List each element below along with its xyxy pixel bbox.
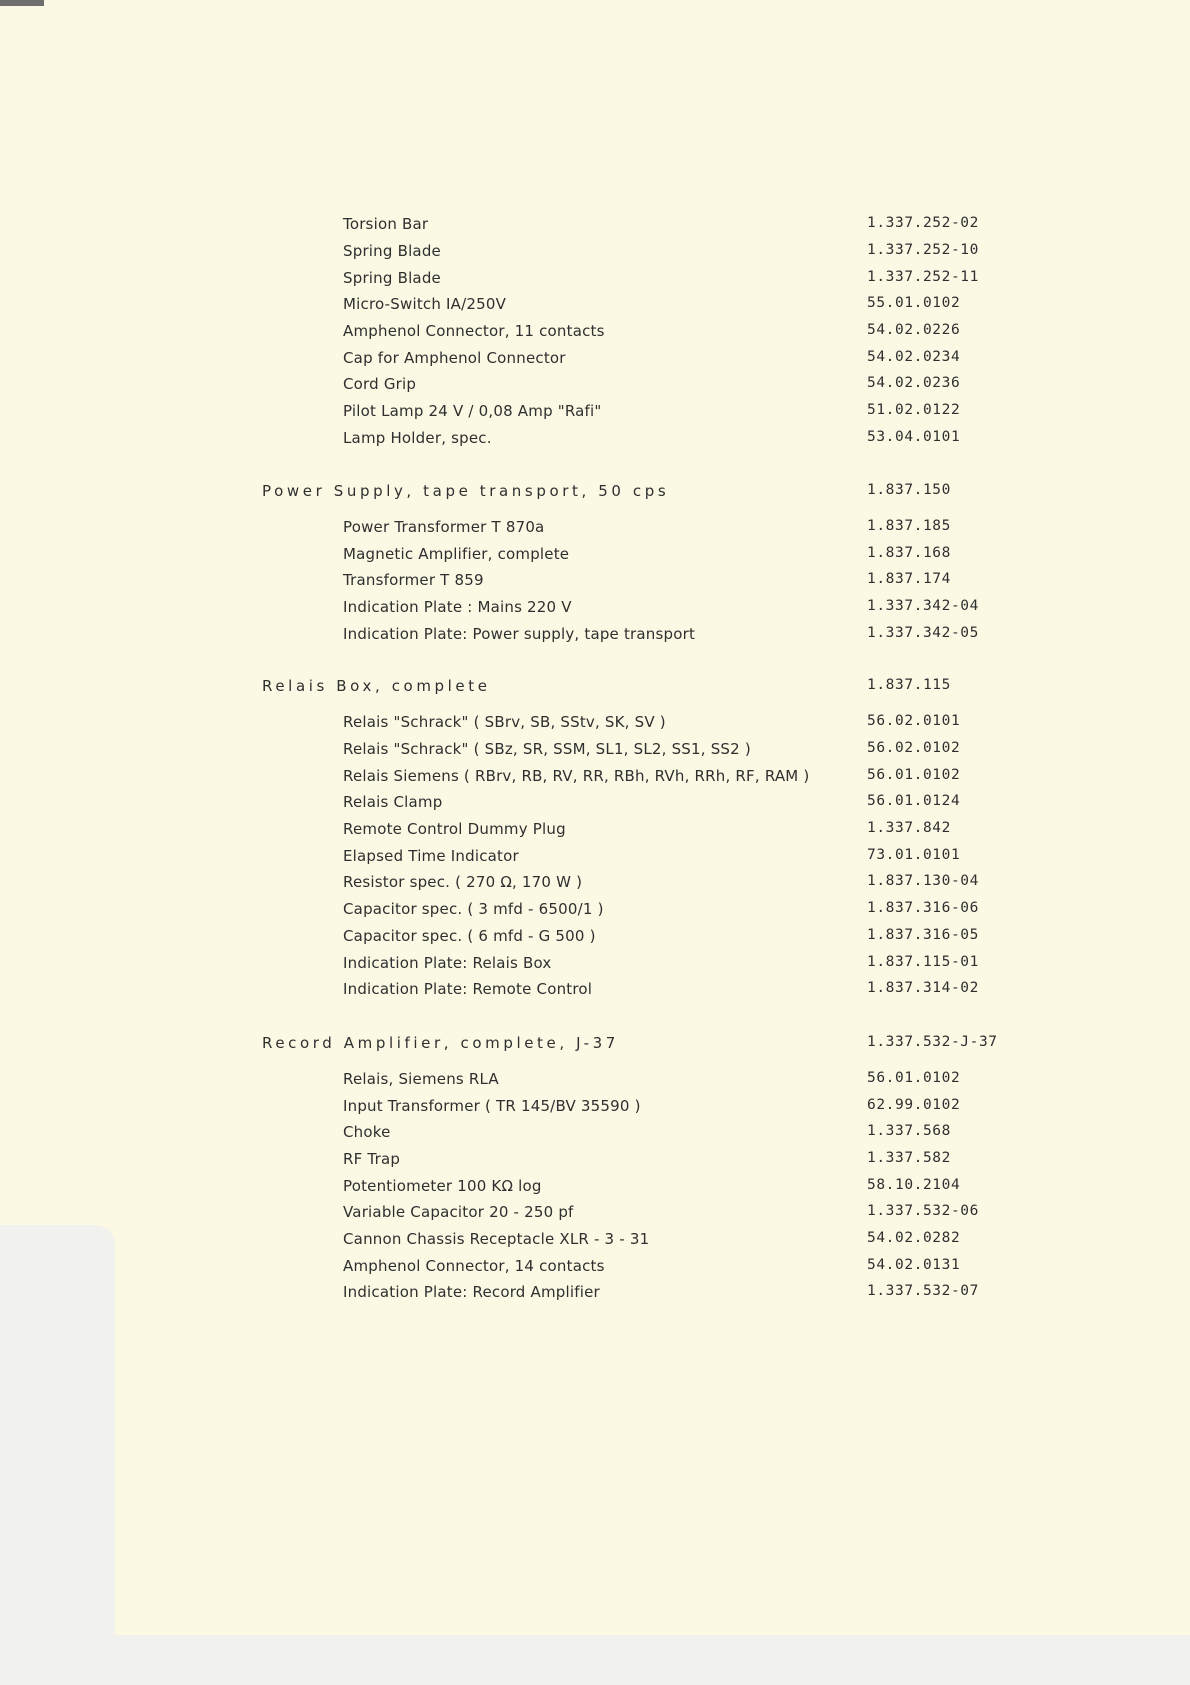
list-item bbox=[0, 1203, 1190, 1229]
list-item bbox=[0, 873, 1190, 899]
part-name: Indication Plate: Record Amplifier bbox=[343, 1283, 600, 1301]
list-item bbox=[0, 571, 1190, 597]
part-name: Capacitor spec. ( 3 mfd - 6500/1 ) bbox=[343, 900, 604, 918]
section-number: 1.837.115 bbox=[867, 677, 951, 693]
list-item bbox=[0, 980, 1190, 1006]
list-item bbox=[0, 402, 1190, 428]
list-item bbox=[0, 1230, 1190, 1256]
part-name: Relais, Siemens RLA bbox=[343, 1070, 499, 1088]
part-name: Relais "Schrack" ( SBrv, SB, SStv, SK, SV ) bbox=[343, 713, 666, 731]
list-item bbox=[0, 545, 1190, 571]
list-item bbox=[0, 820, 1190, 846]
part-number: 54.02.0131 bbox=[867, 1257, 961, 1273]
part-number: 56.02.0102 bbox=[867, 740, 961, 756]
part-number: 1.837.174 bbox=[867, 571, 951, 587]
part-number: 54.02.0282 bbox=[867, 1230, 961, 1246]
part-name: Pilot Lamp 24 V / 0,08 Amp "Rafi" bbox=[343, 402, 602, 420]
part-name: Choke bbox=[343, 1123, 391, 1141]
list-item bbox=[0, 1150, 1190, 1176]
part-number: 54.02.0226 bbox=[867, 322, 961, 338]
section-heading bbox=[0, 1034, 1190, 1060]
part-name: Cannon Chassis Receptacle XLR - 3 - 31 bbox=[343, 1230, 650, 1248]
list-item bbox=[0, 847, 1190, 873]
part-name: Resistor spec. ( 270 Ω, 170 W ) bbox=[343, 873, 583, 891]
part-name: Indication Plate: Relais Box bbox=[343, 954, 552, 972]
list-item bbox=[0, 954, 1190, 980]
part-name: Micro-Switch IA/250V bbox=[343, 295, 507, 313]
part-name: Cord Grip bbox=[343, 375, 417, 393]
part-number: 58.10.2104 bbox=[867, 1177, 961, 1193]
part-name: Cap for Amphenol Connector bbox=[343, 349, 566, 367]
part-number: 73.01.0101 bbox=[867, 847, 961, 863]
list-item bbox=[0, 767, 1190, 793]
part-name: Relais Siemens ( RBrv, RB, RV, RR, RBh, RVh, RRh, RF, RAM ) bbox=[343, 767, 810, 785]
part-number: 56.01.0102 bbox=[867, 767, 961, 783]
part-number: 56.02.0101 bbox=[867, 713, 961, 729]
part-name: Relais Clamp bbox=[343, 793, 443, 811]
part-number: 1.337.252-10 bbox=[867, 242, 979, 258]
part-name: Lamp Holder, spec. bbox=[343, 429, 492, 447]
part-number: 1.337.532-06 bbox=[867, 1203, 979, 1219]
section-heading bbox=[0, 482, 1190, 508]
part-name: Indication Plate : Mains 220 V bbox=[343, 598, 572, 616]
list-item bbox=[0, 900, 1190, 926]
list-item bbox=[0, 349, 1190, 375]
part-name: RF Trap bbox=[343, 1150, 401, 1168]
part-number: 51.02.0122 bbox=[867, 402, 961, 418]
part-number: 1.837.316-05 bbox=[867, 927, 979, 943]
part-number: 1.337.842 bbox=[867, 820, 951, 836]
part-number: 1.837.115-01 bbox=[867, 954, 979, 970]
list-item bbox=[0, 295, 1190, 321]
part-number: 56.01.0102 bbox=[867, 1070, 961, 1086]
part-number: 56.01.0124 bbox=[867, 793, 961, 809]
section-number: 1.837.150 bbox=[867, 482, 951, 498]
part-number: 54.02.0236 bbox=[867, 375, 961, 391]
part-name: Magnetic Amplifier, complete bbox=[343, 545, 570, 563]
list-item bbox=[0, 598, 1190, 624]
part-name: Amphenol Connector, 14 contacts bbox=[343, 1257, 605, 1275]
list-item bbox=[0, 625, 1190, 651]
part-number: 1.837.316-06 bbox=[867, 900, 979, 916]
list-item bbox=[0, 322, 1190, 348]
section-title: Record Amplifier, complete, J-37 bbox=[262, 1034, 619, 1052]
part-name: Potentiometer 100 KΩ log bbox=[343, 1177, 542, 1195]
part-name: Elapsed Time Indicator bbox=[343, 847, 519, 865]
list-item bbox=[0, 1177, 1190, 1203]
part-name: Spring Blade bbox=[343, 242, 441, 260]
part-number: 54.02.0234 bbox=[867, 349, 961, 365]
list-item bbox=[0, 1070, 1190, 1096]
list-item bbox=[0, 740, 1190, 766]
part-name: Input Transformer ( TR 145/BV 35590 ) bbox=[343, 1097, 641, 1115]
list-item bbox=[0, 927, 1190, 953]
list-item bbox=[0, 215, 1190, 241]
list-item bbox=[0, 375, 1190, 401]
section-number: 1.337.532-J-37 bbox=[867, 1034, 998, 1050]
part-number: 1.337.582 bbox=[867, 1150, 951, 1166]
part-number: 1.337.532-07 bbox=[867, 1283, 979, 1299]
part-name: Torsion Bar bbox=[343, 215, 429, 233]
list-item bbox=[0, 1257, 1190, 1283]
part-number: 1.837.130-04 bbox=[867, 873, 979, 889]
part-name: Transformer T 859 bbox=[343, 571, 484, 589]
scan-edge-mark bbox=[0, 0, 44, 6]
list-item bbox=[0, 269, 1190, 295]
part-name: Spring Blade bbox=[343, 269, 441, 287]
part-name: Indication Plate: Power supply, tape transport bbox=[343, 625, 696, 643]
part-number: 1.837.168 bbox=[867, 545, 951, 561]
list-item bbox=[0, 713, 1190, 739]
part-number: 53.04.0101 bbox=[867, 429, 961, 445]
part-name: Relais "Schrack" ( SBz, SR, SSM, SL1, SL2, SS1, SS2 ) bbox=[343, 740, 751, 758]
part-number: 62.99.0102 bbox=[867, 1097, 961, 1113]
part-name: Capacitor spec. ( 6 mfd - G 500 ) bbox=[343, 927, 596, 945]
part-number: 1.337.252-02 bbox=[867, 215, 979, 231]
part-number: 1.337.568 bbox=[867, 1123, 951, 1139]
list-item bbox=[0, 242, 1190, 268]
part-number: 1.837.314-02 bbox=[867, 980, 979, 996]
list-item bbox=[0, 429, 1190, 455]
part-number: 1.337.342-04 bbox=[867, 598, 979, 614]
list-item bbox=[0, 1097, 1190, 1123]
part-number: 1.337.342-05 bbox=[867, 625, 979, 641]
section-heading bbox=[0, 677, 1190, 703]
part-number: 1.337.252-11 bbox=[867, 269, 979, 285]
list-item bbox=[0, 518, 1190, 544]
list-item bbox=[0, 793, 1190, 819]
section-title: Relais Box, complete bbox=[262, 677, 491, 695]
part-number: 1.837.185 bbox=[867, 518, 951, 534]
part-name: Variable Capacitor 20 - 250 pf bbox=[343, 1203, 574, 1221]
list-item bbox=[0, 1283, 1190, 1309]
part-name: Indication Plate: Remote Control bbox=[343, 980, 593, 998]
part-name: Remote Control Dummy Plug bbox=[343, 820, 566, 838]
part-number: 55.01.0102 bbox=[867, 295, 961, 311]
list-item bbox=[0, 1123, 1190, 1149]
part-name: Power Transformer T 870a bbox=[343, 518, 545, 536]
section-title: Power Supply, tape transport, 50 cps bbox=[262, 482, 670, 500]
part-name: Amphenol Connector, 11 contacts bbox=[343, 322, 605, 340]
